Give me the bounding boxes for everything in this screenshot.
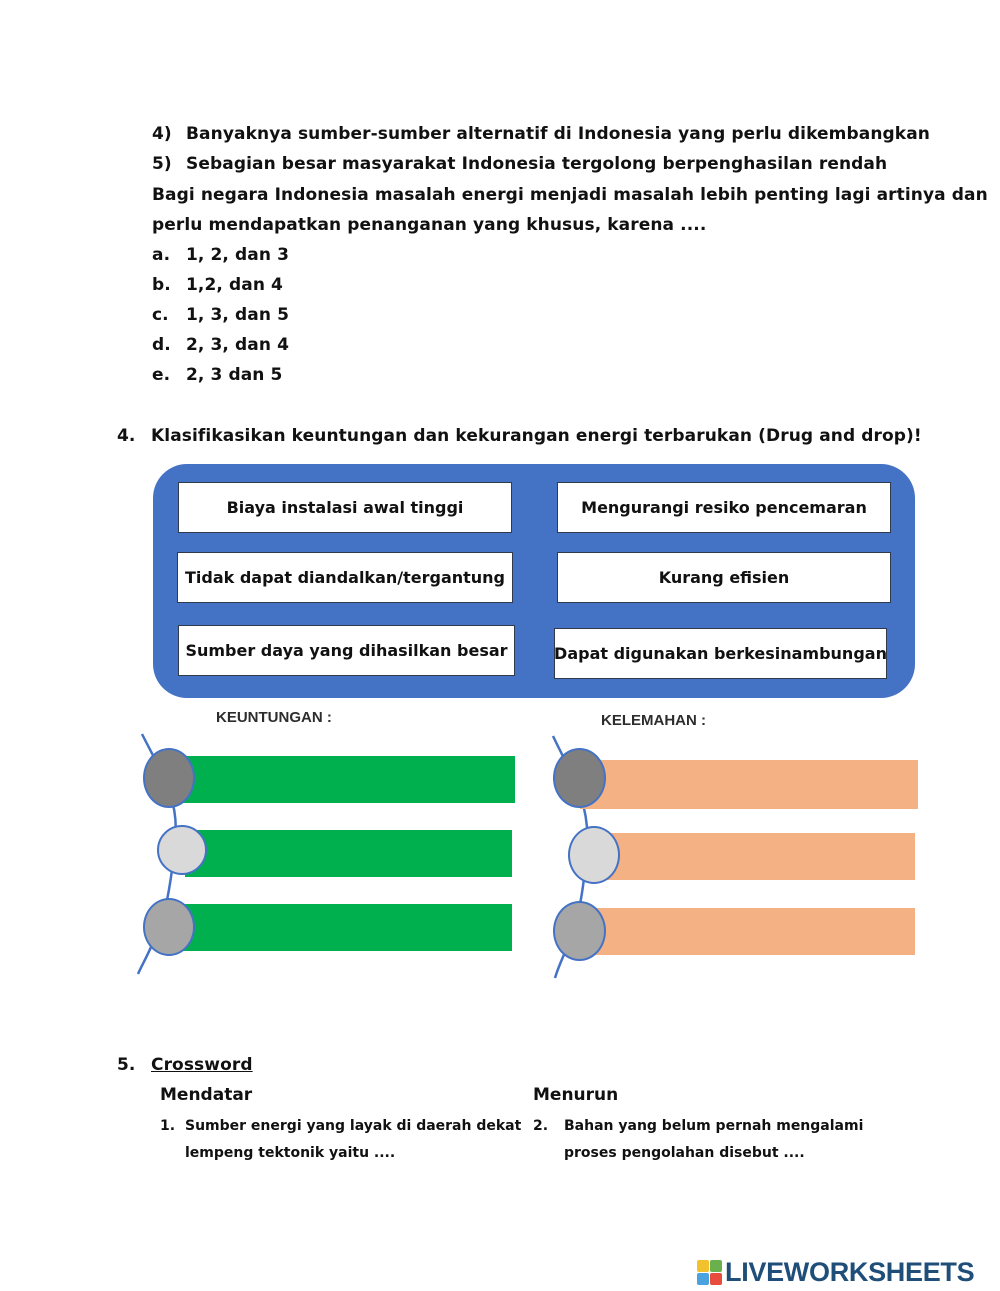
option-letter: b. [152, 275, 171, 295]
option-text: 1,2, dan 4 [186, 275, 283, 295]
option-e[interactable] [152, 365, 282, 385]
keuntungan-label: KEUNTUNGAN : [216, 709, 332, 726]
question-text: Klasifikasikan keuntungan dan kekurangan energi terbarukan (Drug and drop)! [151, 426, 922, 446]
drag-card-mengurangi-resiko[interactable]: Mengurangi resiko pencemaran [557, 482, 891, 533]
kelemahan-drop-zone-1[interactable] [580, 760, 918, 809]
statement-text: Sebagian besar masyarakat Indonesia tergolong berpenghasilan rendah [186, 154, 888, 174]
statement-number: 4) [152, 124, 172, 144]
liveworksheets-logo-text: LIVEWORKSHEETS [725, 1257, 975, 1287]
keuntungan-marker-3 [143, 898, 195, 956]
kelemahan-label: KELEMAHAN : [601, 712, 706, 729]
crossword-title: Crossword [151, 1055, 253, 1075]
keuntungan-drop-zone-1[interactable] [168, 756, 515, 803]
kelemahan-marker-3 [553, 901, 606, 961]
question-number: 5. [117, 1055, 136, 1075]
question-5 [117, 1055, 253, 1075]
drag-card-biaya-instalasi[interactable]: Biaya instalasi awal tinggi [178, 482, 512, 533]
kelemahan-drop-zone-2[interactable] [595, 833, 915, 880]
kelemahan-marker-1 [553, 748, 606, 808]
kelemahan-drop-zone-3[interactable] [580, 908, 915, 955]
statement-text: Banyaknya sumber-sumber alternatif di Indonesia yang perlu dikembangkan [186, 124, 930, 144]
clue-text-line-1: Bahan yang belum pernah mengalami [564, 1118, 864, 1134]
statement-number: 5) [152, 154, 172, 174]
keuntungan-drop-zone-2[interactable] [185, 830, 512, 877]
question-number: 4. [117, 426, 136, 446]
option-b[interactable] [152, 275, 283, 295]
question-stem-line-1: Bagi negara Indonesia masalah energi menjadi masalah lebih penting lagi artinya dan [152, 185, 988, 205]
clue-text-line-1: Sumber energi yang layak di daerah dekat [185, 1118, 522, 1134]
option-text: 1, 3, dan 5 [186, 305, 290, 325]
drag-card-tidak-dapat-diandalkan[interactable]: Tidak dapat diandalkan/tergantung [177, 552, 513, 603]
option-letter: a. [152, 245, 171, 265]
option-letter: d. [152, 335, 171, 355]
option-c[interactable] [152, 305, 289, 325]
option-a[interactable] [152, 245, 289, 265]
keuntungan-marker-2 [157, 825, 207, 875]
clue-text-line-2: lempeng tektonik yaitu .... [185, 1145, 396, 1161]
across-heading: Mendatar [160, 1085, 253, 1105]
option-text: 1, 2, dan 3 [186, 245, 290, 265]
statement-4 [152, 124, 930, 144]
liveworksheets-logo[interactable] [697, 1257, 974, 1288]
option-letter: c. [152, 305, 169, 325]
clue-number: 2. [533, 1118, 549, 1134]
kelemahan-marker-2 [568, 826, 620, 884]
down-clue-2 [533, 1113, 893, 1167]
clue-text-line-2: proses pengolahan disebut .... [564, 1145, 805, 1161]
drag-card-dapat-digunakan[interactable]: Dapat digunakan berkesinambungan [554, 628, 887, 679]
drag-card-kurang-efisien[interactable]: Kurang efisien [557, 552, 891, 603]
liveworksheets-logo-icon [697, 1260, 723, 1286]
statement-5 [152, 154, 887, 174]
option-text: 2, 3 dan 5 [186, 365, 283, 385]
keuntungan-marker-1 [143, 748, 195, 808]
clue-number: 1. [160, 1118, 176, 1134]
option-text: 2, 3, dan 4 [186, 335, 290, 355]
across-clue-1 [160, 1113, 520, 1167]
option-letter: e. [152, 365, 171, 385]
drag-card-sumber-daya[interactable]: Sumber daya yang dihasilkan besar [178, 625, 515, 676]
question-4 [117, 426, 922, 446]
question-stem-line-2: perlu mendapatkan penanganan yang khusus, karena .... [152, 215, 707, 235]
down-heading: Menurun [533, 1085, 619, 1105]
option-d[interactable] [152, 335, 289, 355]
keuntungan-drop-zone-3[interactable] [168, 904, 512, 951]
